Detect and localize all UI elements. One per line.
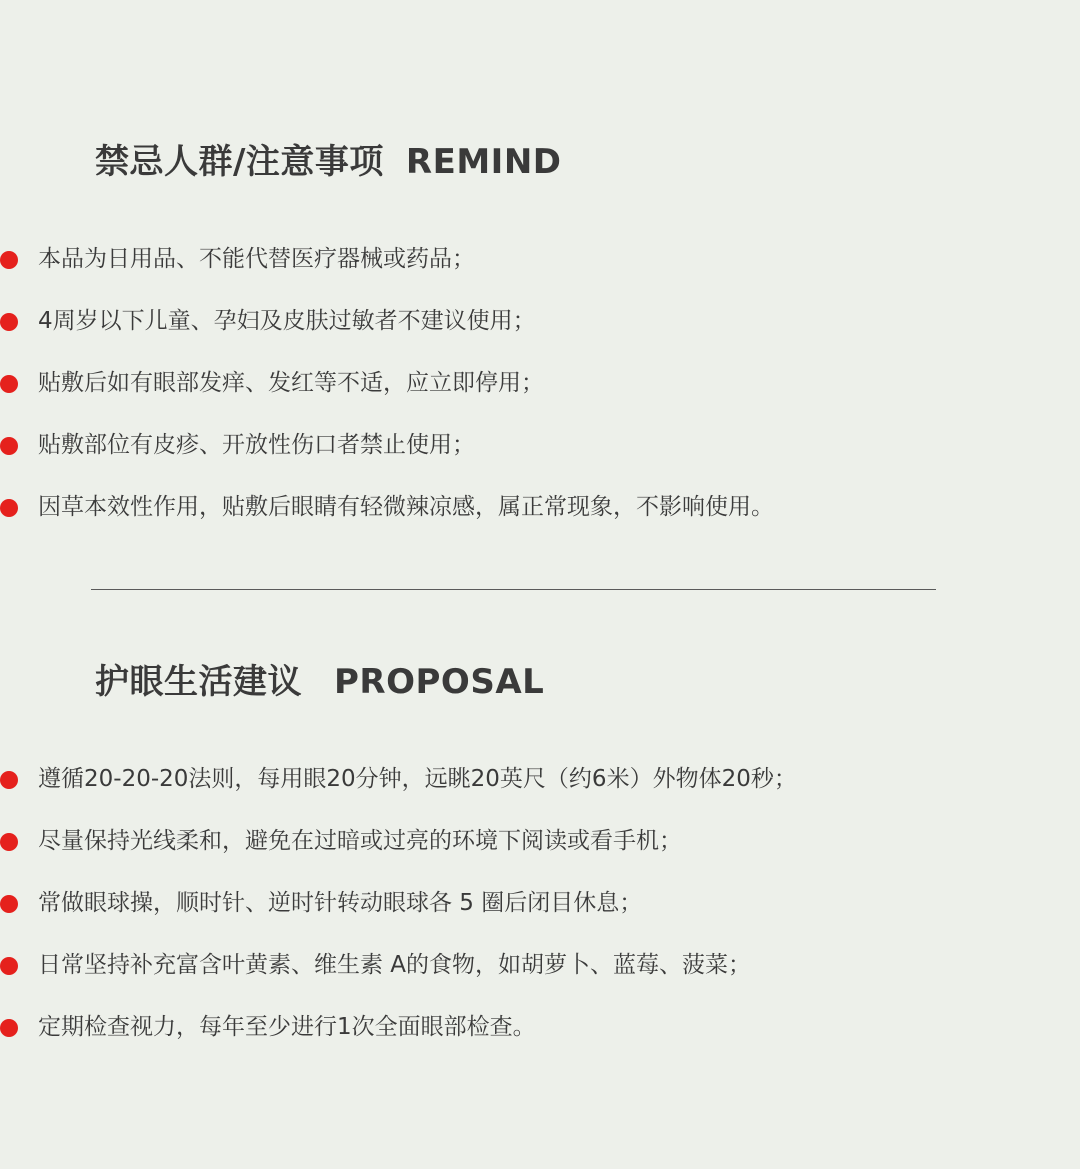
list-item [0,430,900,492]
bullet-dot-icon [0,833,18,851]
proposal-title-en: PROPOSAL [334,662,545,702]
bullet-dot-icon [0,771,18,789]
bullet-dot-icon [0,1019,18,1037]
bullet-dot-icon [0,895,18,913]
list-item [0,888,900,950]
list-item [0,764,900,826]
list-item [0,368,900,430]
list-item-text: 4周岁以下儿童、孕妇及皮肤过敏者不建议使用； [38,308,536,334]
remind-section [95,140,995,184]
remind-title-cn: 禁忌人群/注意事项 [95,142,384,182]
list-item-text: 本品为日用品、不能代替医疗器械或药品； [38,246,475,272]
list-item-text: 因草本效性作用，贴敷后眼睛有轻微辣凉感，属正常现象，不影响使用。 [38,494,774,520]
list-item [0,306,900,368]
proposal-title-cn: 护眼生活建议 [95,662,302,702]
bullet-dot-icon [0,499,18,517]
bullet-dot-icon [0,251,18,269]
list-item [0,826,900,888]
proposal-list [0,764,900,1074]
list-item [0,492,900,554]
bullet-dot-icon [0,313,18,331]
proposal-section [95,660,995,704]
list-item [0,1012,900,1074]
bullet-dot-icon [0,957,18,975]
list-item [0,244,900,306]
remind-title [95,140,995,184]
remind-list [0,244,900,554]
list-item-text: 定期检查视力，每年至少进行1次全面眼部检查。 [38,1014,536,1040]
list-item-text: 贴敷后如有眼部发痒、发红等不适，应立即停用； [38,370,544,396]
proposal-title [95,660,995,704]
list-item-text: 尽量保持光线柔和，避免在过暗或过亮的环境下阅读或看手机； [38,828,682,854]
list-item-text: 遵循20-20-20法则，每用眼20分钟，远眺20英尺（约6米）外物体20秒； [38,766,797,792]
bullet-dot-icon [0,437,18,455]
bullet-dot-icon [0,375,18,393]
list-item [0,950,900,1012]
section-divider [91,589,936,590]
list-item-text: 常做眼球操，顺时针、逆时针转动眼球各 5 圈后闭目休息； [38,890,643,916]
list-item-text: 日常坚持补充富含叶黄素、维生素 A的食物，如胡萝卜、蓝莓、菠菜； [38,952,752,978]
list-item-text: 贴敷部位有皮疹、开放性伤口者禁止使用； [38,432,475,458]
remind-title-en: REMIND [405,142,562,182]
